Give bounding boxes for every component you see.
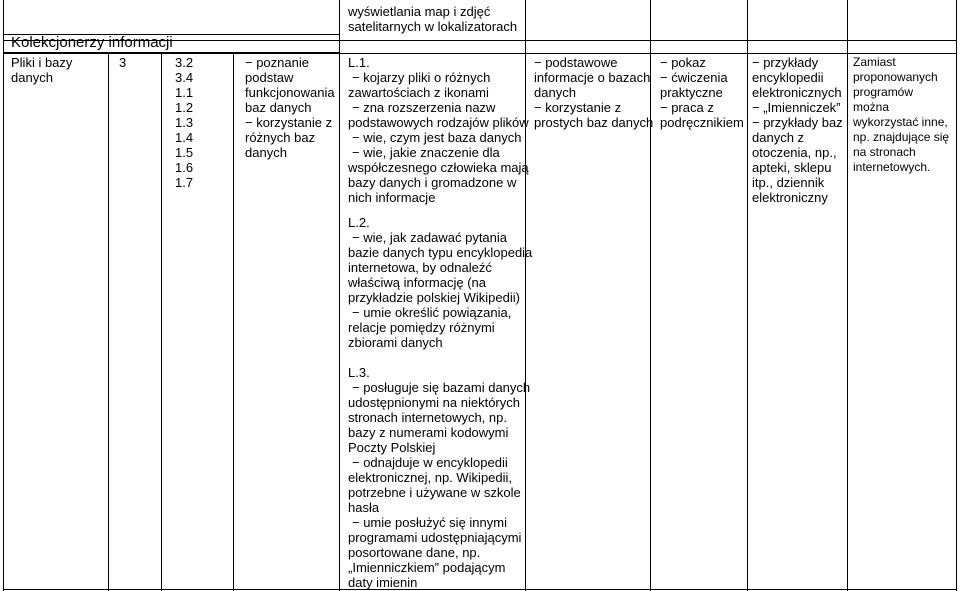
outcome-line: zbiorami danych <box>348 335 443 350</box>
note-line: na stronach <box>853 145 916 159</box>
resource-line: elektronicznych <box>752 85 842 100</box>
resource-line: apteki, sklepu <box>752 160 832 175</box>
method-line: podręcznikiem <box>660 115 744 130</box>
outcome-line: „Imienniczkiem” podającym <box>348 560 506 575</box>
outcome-line: bazy danych i gromadzone w <box>348 175 517 190</box>
table-rule <box>3 53 957 54</box>
column-divider <box>747 0 748 591</box>
outcome-block-l1 <box>348 55 529 205</box>
note-line: programów <box>853 85 914 99</box>
code-item: 3.2 <box>175 55 194 70</box>
outcome-block-l2 <box>348 215 532 350</box>
outcome-line: − wie, jakie znaczenie dla <box>352 145 500 160</box>
outcome-line: − posługuje się bazami danych <box>352 380 531 395</box>
outcome-line: − wie, czym jest baza danych <box>352 130 522 145</box>
content-line: − korzystanie z <box>245 115 333 130</box>
outcome-line: podstawowych rodzajów plików <box>348 115 529 130</box>
outcome-line: elektronicznej, np. Wikipedii, <box>348 470 513 485</box>
resources-cell <box>752 55 843 205</box>
concept-line: − korzystanie z <box>534 100 622 115</box>
text-line: satelitarnych w lokalizatorach <box>348 19 518 34</box>
resource-line: elektroniczny <box>752 190 828 205</box>
method-line: − ćwiczenia <box>660 70 728 85</box>
outcome-line: internetowa, by odnaleźć <box>348 260 492 275</box>
content-line: funkcjonowania <box>245 85 335 100</box>
codes-cell <box>175 55 193 190</box>
text-line: wyświetlania map i zdjęć <box>348 4 491 19</box>
code-item: 1.3 <box>175 115 194 130</box>
outcome-line: przykładzie polskiej Wikipedii) <box>348 290 520 305</box>
outcome-line: − wie, jak zadawać pytania <box>352 230 508 245</box>
note-line: proponowanych <box>853 70 938 84</box>
outcome-line: zawartościach z ikonami <box>348 85 489 100</box>
column-divider <box>847 0 848 591</box>
outcome-line: − odnajduje w encyklopedii <box>352 455 508 470</box>
section-title: Kolekcjonerzy informacji <box>11 34 173 51</box>
column-divider <box>233 52 234 591</box>
code-item: 1.1 <box>175 85 194 100</box>
outcome-line: potrzebne i używane w szkole <box>348 485 521 500</box>
outcome-line: nich informacje <box>348 190 436 205</box>
outcome-line: udostępnionymi na niektórych <box>348 395 520 410</box>
resource-line: − przykłady baz <box>752 115 843 130</box>
note-line: można <box>853 100 890 114</box>
notes-cell <box>853 55 949 175</box>
table-border-left <box>3 0 4 591</box>
outcome-heading: L.3. <box>348 365 370 380</box>
content-line: podstaw <box>245 70 294 85</box>
hours-cell <box>119 55 126 70</box>
note-line: Zamiast <box>853 55 896 69</box>
column-divider <box>108 52 109 591</box>
resource-line: otoczenia, np., <box>752 145 837 160</box>
concept-line: prostych baz danych <box>534 115 654 130</box>
note-line: wykorzystać inne, <box>853 115 948 129</box>
outcome-line: Poczty Polskiej <box>348 440 436 455</box>
outcome-line: relacje pomiędzy różnymi <box>348 320 495 335</box>
outcome-heading: L.1. <box>348 55 370 70</box>
resource-line: danych z <box>752 130 805 145</box>
concept-line: danych <box>534 85 576 100</box>
concept-line: informacje o bazach <box>534 70 651 85</box>
resource-line: encyklopedii <box>752 70 824 85</box>
outcome-line: posortowane dane, np. <box>348 545 481 560</box>
outcome-line: bazie danych typu encyklopedia <box>348 245 533 260</box>
concept-line: − podstawowe <box>534 55 618 70</box>
outcome-line: − kojarzy pliki o różnych <box>352 70 491 85</box>
concepts-cell <box>534 55 653 130</box>
method-line: praktyczne <box>660 85 723 100</box>
outcome-line: − zna rozszerzenia nazw <box>352 100 496 115</box>
hours-value: 3 <box>119 55 127 70</box>
content-line: − poznanie <box>245 55 309 70</box>
outcome-line: stronach internetowych, np. <box>348 410 507 425</box>
content-line: baz danych <box>245 100 312 115</box>
resource-line: − przykłady <box>752 55 819 70</box>
outcome-line: − umie określić powiązania, <box>352 305 512 320</box>
resource-line: − „Imienniczek” <box>752 100 841 115</box>
topic-cell <box>11 55 72 85</box>
outcome-heading: L.2. <box>348 215 370 230</box>
methods-cell <box>660 55 744 130</box>
outcome-line: bazy z numerami kodowymi <box>348 425 509 440</box>
content-line: różnych baz <box>245 130 316 145</box>
note-line: internetowych. <box>853 160 931 174</box>
resource-line: itp., dziennik <box>752 175 825 190</box>
code-item: 3.4 <box>175 70 194 85</box>
code-item: 1.4 <box>175 130 194 145</box>
content-cell <box>245 55 335 160</box>
topic-line: Pliki i bazy <box>11 55 73 70</box>
code-item: 1.7 <box>175 175 194 190</box>
column-divider <box>339 0 340 591</box>
outcome-line: − umie posłużyć się innymi <box>352 515 507 530</box>
column-divider <box>161 52 162 591</box>
outcome-block-l3 <box>348 365 530 590</box>
topic-line: danych <box>11 70 53 85</box>
code-item: 1.6 <box>175 160 194 175</box>
note-line: np. znajdujące się <box>853 130 950 144</box>
outcome-line: właściwą informację (na <box>348 275 486 290</box>
method-line: − pokaz <box>660 55 706 70</box>
outcome-line: daty imienin <box>348 575 418 590</box>
code-item: 1.5 <box>175 145 194 160</box>
table-border-right <box>956 0 957 591</box>
outcome-line: programami udostępniającymi <box>348 530 522 545</box>
outcome-line: hasła <box>348 500 380 515</box>
content-line: danych <box>245 145 287 160</box>
method-line: − praca z <box>660 100 714 115</box>
outcome-line: współczesnego człowieka mają <box>348 160 529 175</box>
previous-row-fragment <box>348 4 517 34</box>
code-item: 1.2 <box>175 100 194 115</box>
